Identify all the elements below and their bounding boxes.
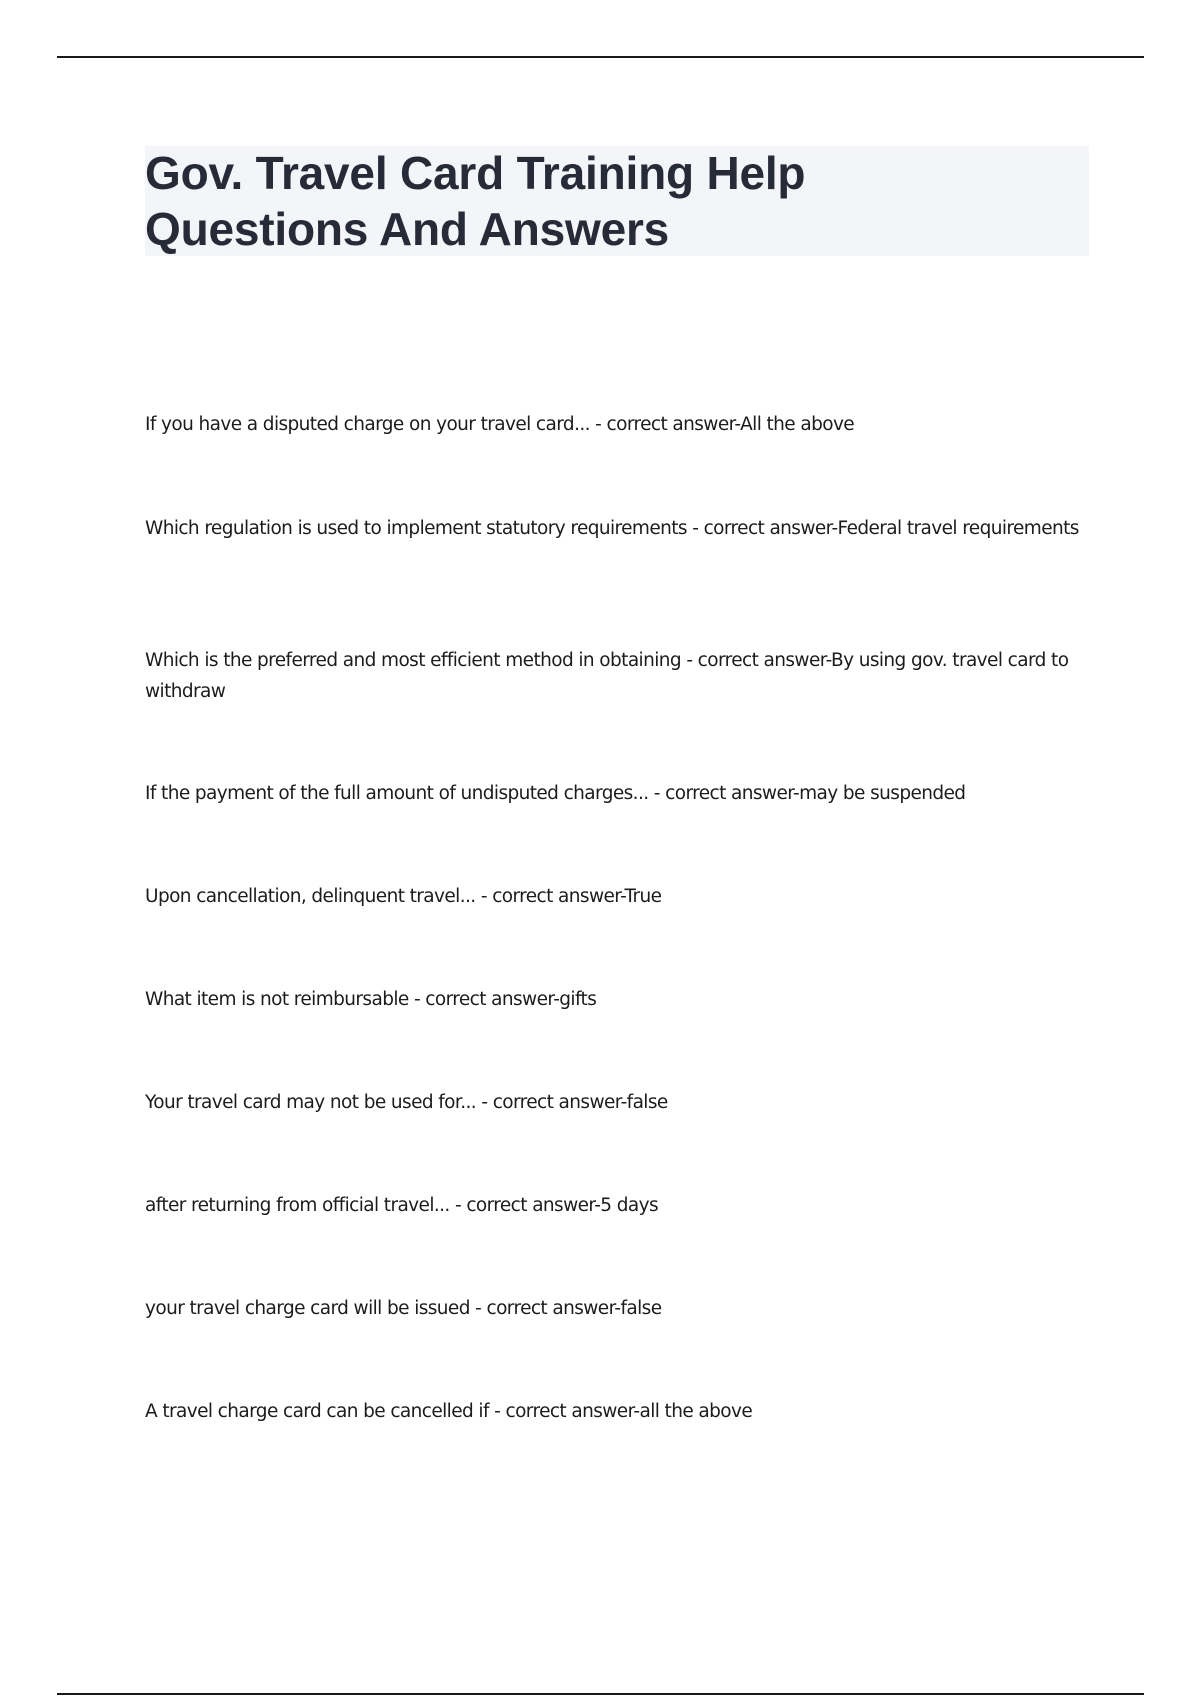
qa-item: your travel charge card will be issued - correct answer-false — [145, 1298, 662, 1319]
qa-item: If you have a disputed charge on your travel card... - correct answer-All the above — [145, 414, 855, 435]
qa-item: Which is the preferred and most efficient method in obtaining - correct answer-By using gov. travel card to withdraw — [145, 650, 1069, 702]
qa-item: Upon cancellation, delinquent travel... - correct answer-True — [145, 886, 662, 907]
qa-item: Which regulation is used to implement statutory requirements - correct answer-Federal travel requirements — [145, 518, 1079, 539]
header-rule — [57, 56, 1144, 58]
footer-rule — [57, 1693, 1144, 1695]
qa-item: after returning from official travel... - correct answer-5 days — [145, 1195, 659, 1216]
qa-item: If the payment of the full amount of undisputed charges... - correct answer-may be suspended — [145, 783, 966, 804]
qa-item: What item is not reimbursable - correct answer-gifts — [145, 989, 597, 1010]
qa-item: Your travel card may not be used for... - correct answer-false — [145, 1092, 668, 1113]
qa-item: A travel charge card can be cancelled if - correct answer-all the above — [145, 1401, 753, 1422]
document-title: Gov. Travel Card Training Help Questions And Answers — [145, 147, 806, 255]
